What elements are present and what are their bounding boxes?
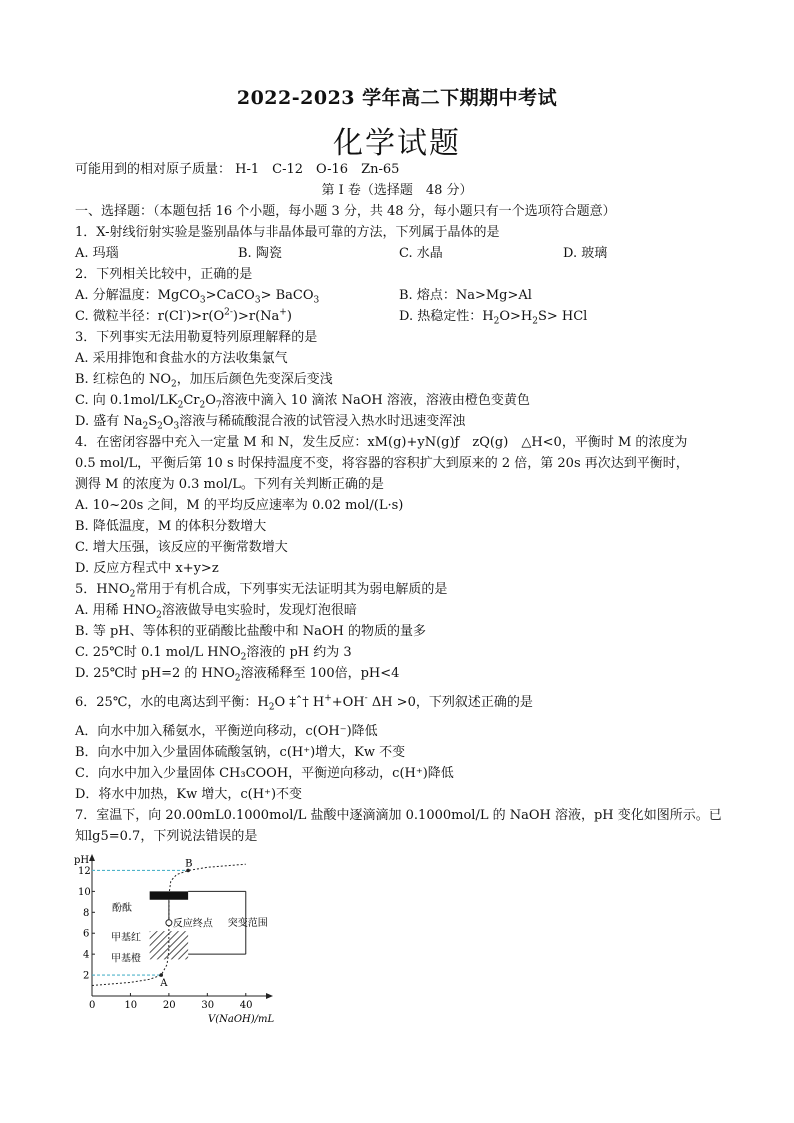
y-axis-label: pH — [74, 855, 90, 866]
q5-option-d: D. 25℃时 pH=2 的 $HNO_2$溶液稀释至 100倍，pH<4 — [75, 666, 400, 684]
q2-option-c: C. 微粒半径：$r(Cl^-)>r(O^{2-})>r(Na^+)$ — [75, 307, 292, 324]
point-b-label: B — [185, 858, 193, 870]
q1-option-d: D. 玻璃 — [563, 246, 608, 261]
q6-option-b: B．向水中加入少量固体硫酸氢钠，c(H⁺)增大，Kw 不变 — [75, 745, 406, 760]
q6-option-d: D．将水中加热，Kw 增大，c(H⁺)不变 — [75, 787, 303, 802]
q6-option-a: A．向水中加入稀氨水，平衡逆向移动，c(OH⁻)降低 — [75, 724, 378, 739]
q2-stem: 2．下列相关比较中，正确的是 — [75, 267, 253, 282]
q5-stem: 5．$HNO_2$常用于有机合成，下列事实无法证明其为弱电解质的是 — [75, 582, 448, 600]
x-tick-label: 20 — [162, 1000, 176, 1011]
x-axis-label: V(NaOH)/mL — [208, 1014, 275, 1025]
phenolphthalein-range — [150, 891, 188, 899]
q2-option-d: D. 热稳定性：$H_2O>H_2S>$ HCl — [399, 309, 588, 327]
q2-option-b: B. 熔点：Na>Mg>Al — [399, 288, 532, 303]
q3-option-d: D. 盛有 $Na_2S_2O_3$溶液与稀硫酸混合液的试管浸入热水时迅速变浑浊 — [75, 414, 466, 432]
q6-option-c: C．向水中加入少量固体 CH₃COOH，平衡逆向移动，c(H⁺)降低 — [75, 766, 454, 781]
q3-option-c: C. 向 $0.1mol/LK_2Cr_2O_7$溶液中滴入 10 滴浓 NaOH 溶液，溶液由橙色变黄色 — [75, 393, 530, 411]
x-tick-label: 10 — [124, 1000, 138, 1011]
methyl-indicator-range — [150, 931, 188, 959]
q4-option-c: C. 增大压强，该反应的平衡常数增大 — [75, 540, 288, 555]
y-tick-label: 2 — [83, 970, 90, 982]
q7-line-2: 知lg5=0.7，下列说法错误的是 — [75, 829, 258, 844]
q5-option-a: A. 用稀 $HNO_2$溶液做导电实验时，发现灯泡很暗 — [75, 603, 357, 621]
point-a-marker — [159, 973, 163, 977]
y-tick-label: 4 — [83, 949, 90, 961]
y-tick-label: 12 — [78, 865, 91, 877]
methyl-orange-label: 甲基橙 — [111, 953, 141, 965]
y-tick-label: 6 — [83, 928, 90, 940]
q1-stem: 1．X-射线衍射实验是鉴别晶体与非晶体最可靠的方法，下列属于晶体的是 — [75, 225, 500, 240]
x-axis-arrow — [266, 993, 273, 999]
q4-line-3: 测得 M 的浓度为 0.3 mol/L。下列有关判断正确的是 — [75, 477, 384, 492]
q2-option-a: A. 分解温度：MgCO$_3$>CaCO$_3$> BaCO$_3$ — [75, 288, 320, 306]
q1-option-c: C. 水晶 — [399, 246, 443, 261]
subject-title: 化学试题 — [333, 126, 461, 161]
q3-option-a: A. 采用排饱和食盐水的方法收集氯气 — [75, 351, 288, 366]
q6-stem: 6．25℃，水的电离达到平衡：$H_2O$ ‡ˆ† H++OH- ΔH >0，下列叙述正确的是 — [75, 693, 533, 713]
q7-line-1: 7．室温下，向 20.00mL0.1000mol/L 盐酸中逐滴滴加 0.1000mol/L 的 NaOH 溶液，pH 变化如图所示。已 — [75, 808, 722, 823]
point-a-label: A — [160, 978, 168, 990]
q5-option-b: B. 等 pH、等体积的亚硝酸比盐酸中和 NaOH 的物质的量多 — [75, 624, 426, 639]
q4-option-b: B. 降低温度，M 的体积分数增大 — [75, 519, 267, 534]
x-tick-label: 30 — [201, 1000, 215, 1011]
q3-stem: 3．下列事实无法用勒夏特列原理解释的是 — [75, 330, 318, 345]
q5-option-c: C. 25℃时 0.1 mol/L $HNO_2$溶液的 pH 约为 3 — [75, 645, 352, 663]
atomic-masses: 可能用到的相对原子质量： H-1 C-12 O-16 Zn-65 — [75, 162, 400, 177]
q1-option-b: B. 陶瓷 — [238, 246, 282, 261]
q4-option-d: D. 反应方程式中 x+y>z — [75, 561, 219, 576]
section-title: 第 I 卷（选择题 48 分） — [321, 183, 473, 198]
exam-title: 2022-2023 学年高二下期期中考试 — [236, 87, 558, 109]
q3-option-b: B. 红棕色的 $NO_2$，加压后颜色先变深后变浅 — [75, 372, 333, 390]
jump-range-label: 突变范围 — [227, 917, 268, 929]
titration-chart — [68, 850, 298, 1028]
x-tick-label: 0 — [89, 1000, 96, 1011]
y-tick-label: 10 — [78, 886, 91, 898]
endpoint-label: 反应终点 — [172, 918, 213, 930]
q4-option-a: A. 10~20s 之间，M 的平均反应速率为 0.02 mol/(L·s) — [75, 498, 404, 513]
q4-line-1: 4．在密闭容器中充入一定量 M 和 N，发生反应：xM(g)+yN(g)ƒ zQ(g) △H<0，平衡时 M 的浓度为 — [75, 435, 688, 450]
q4-line-2: 0.5 mol/L，平衡后第 10 s 时保持温度不变，将容器的容积扩大到原来的 2 倍，第 20s 再次达到平衡时， — [75, 456, 689, 471]
section-intro: 一、选择题：（本题包括 16 个小题，每小题 3 分，共 48 分，每小题只有一个选项符合题意） — [75, 204, 616, 219]
y-axis-arrow — [89, 854, 95, 861]
q1-option-a: A. 玛瑙 — [75, 246, 119, 261]
x-tick-label: 40 — [239, 1000, 253, 1011]
methyl-red-label: 甲基红 — [111, 932, 141, 944]
phenolphthalein-label: 酚酞 — [112, 903, 132, 915]
endpoint-marker — [166, 920, 172, 926]
y-tick-label: 8 — [83, 907, 90, 919]
